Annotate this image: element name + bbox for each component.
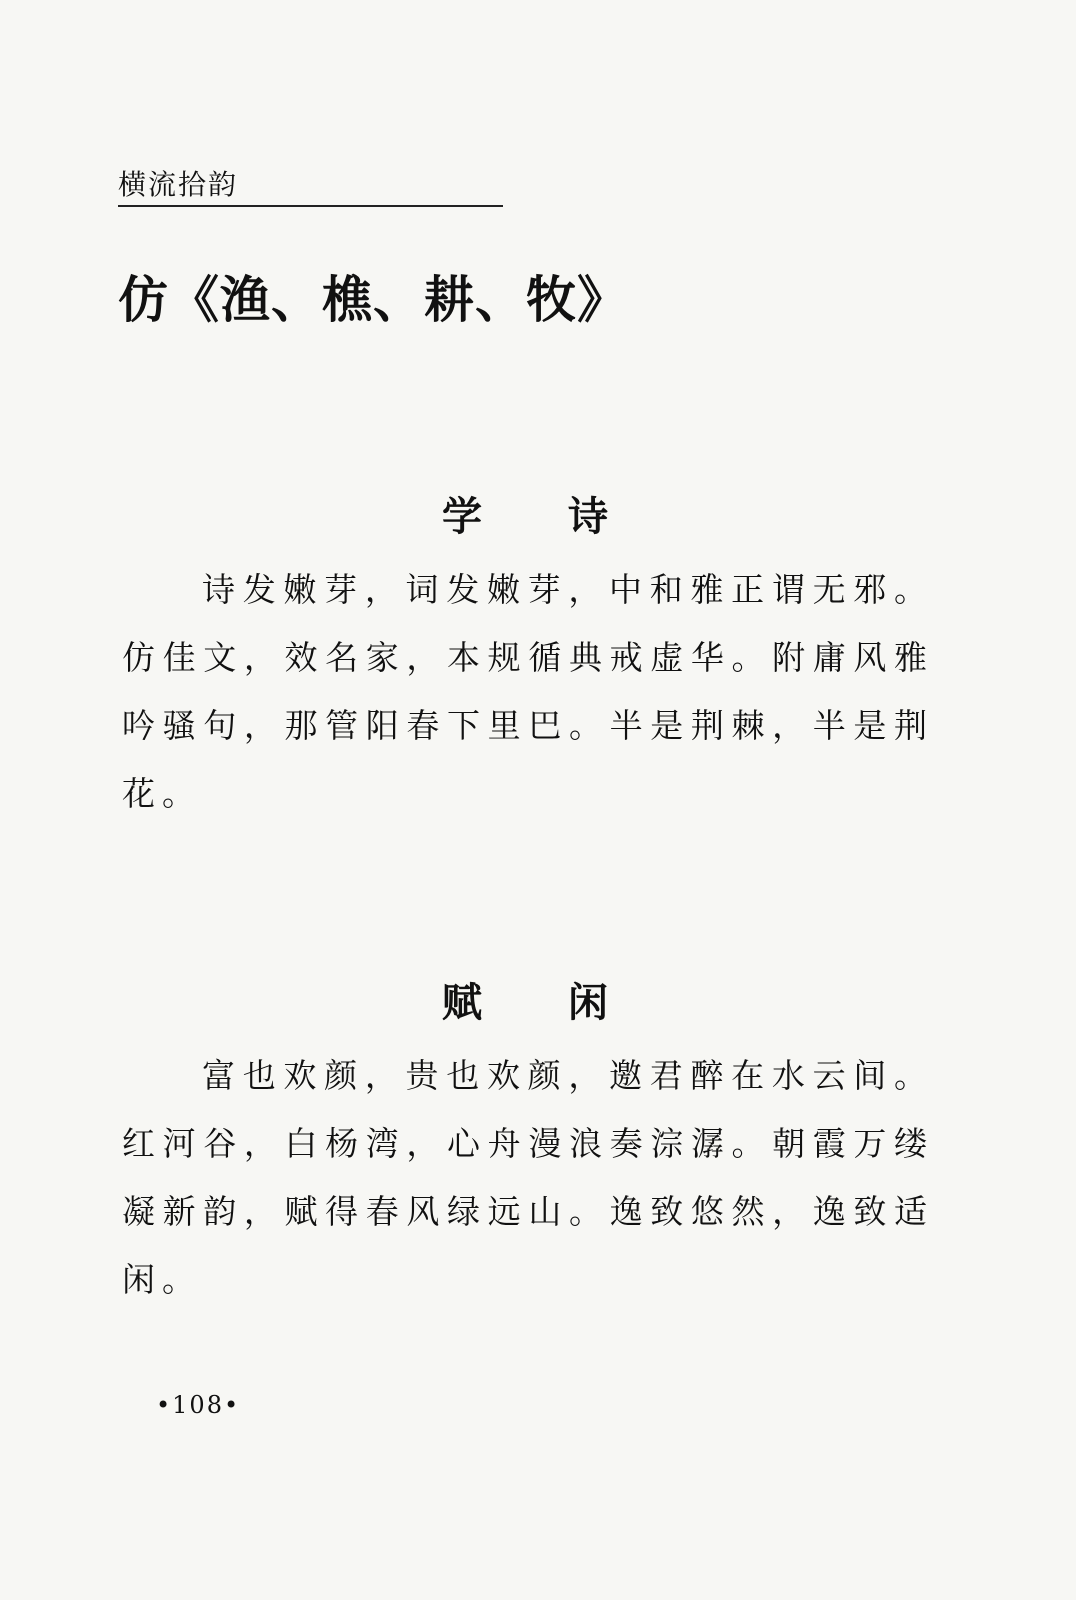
poem-body-leisure: 富也欢颜，贵也欢颜，邀君醉在水云间。红河谷，白杨湾，心舟漫浪奏淙潺。朝霞万缕凝新韵，赋得春风绿远山。逸致悠然，逸致适闲。 — [122, 1056, 934, 1299]
poem-body-learning-poetry: 诗发嫩芽，词发嫩芽，中和雅正谓无邪。仿佳文，效名家，本规循典戒虚华。附庸风雅吟骚句，那管阳春下里巴。半是荆棘，半是荆花。 — [122, 570, 934, 813]
running-header-text: 横流拾韵 — [118, 168, 239, 201]
page-number: •108• — [156, 1391, 241, 1419]
section-title-learning-poetry: 学 诗 — [442, 494, 644, 540]
running-header — [118, 168, 503, 207]
section-title-leisure: 赋 闲 — [442, 980, 644, 1026]
page-title: 仿《渔、樵、耕、牧》 — [118, 271, 628, 329]
